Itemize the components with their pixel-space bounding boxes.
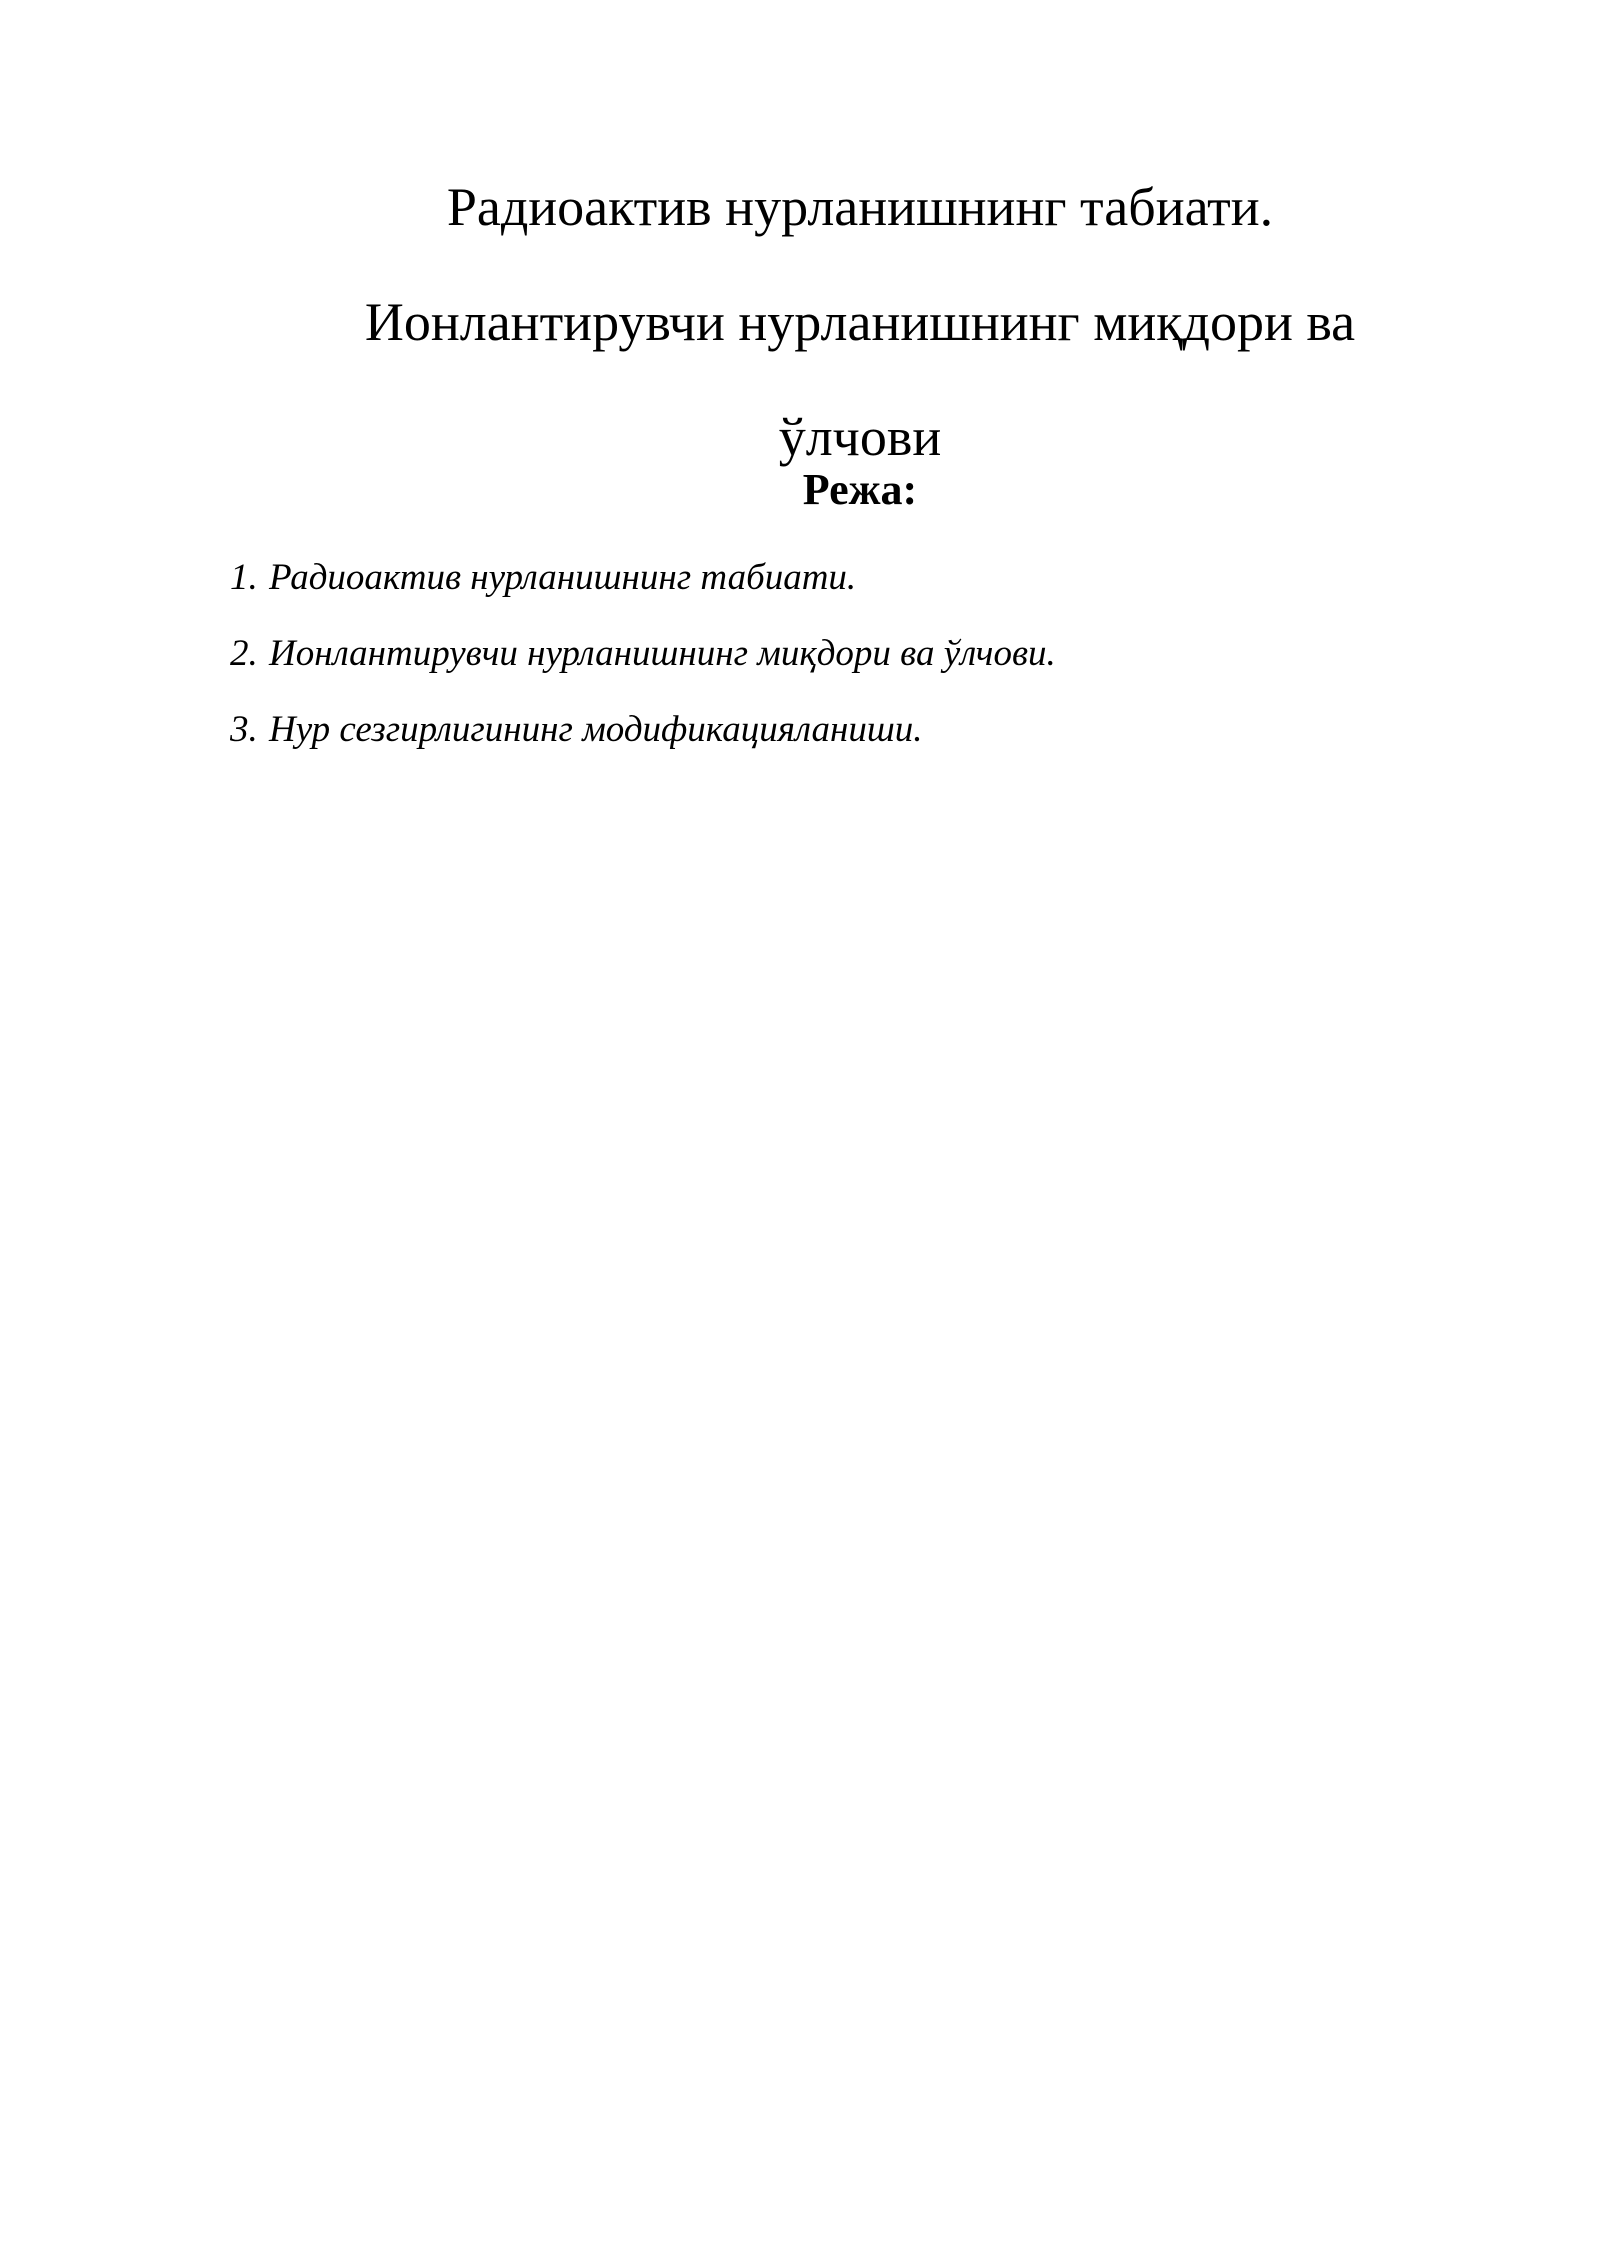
plan-item-text: Радиоактив нурланишнинг табиати. xyxy=(269,557,857,598)
plan-item-number: 2. xyxy=(230,633,258,674)
title-line-1: Радиоактив нурланишнинг табиати. xyxy=(446,177,1274,237)
plan-item-number: 3. xyxy=(230,709,258,750)
plan-item xyxy=(230,540,1430,616)
plan-item xyxy=(230,616,1430,692)
plan-item-text: Ионлантирувчи нурланишнинг миқдори ва ўлчови. xyxy=(269,633,1056,674)
title-line-2: Ионлантирувчи нурланишнинг миқдори ва xyxy=(364,292,1356,352)
plan-item-number: 1. xyxy=(230,557,258,598)
document-title xyxy=(200,150,1520,495)
plan-item xyxy=(230,692,1430,768)
title-line-3: ўлчови xyxy=(778,407,942,467)
plan-list xyxy=(230,540,1430,768)
plan-heading: Режа: xyxy=(802,465,918,514)
plan-item-text: Нур сезгирлигининг модификацияланиши. xyxy=(269,709,923,750)
